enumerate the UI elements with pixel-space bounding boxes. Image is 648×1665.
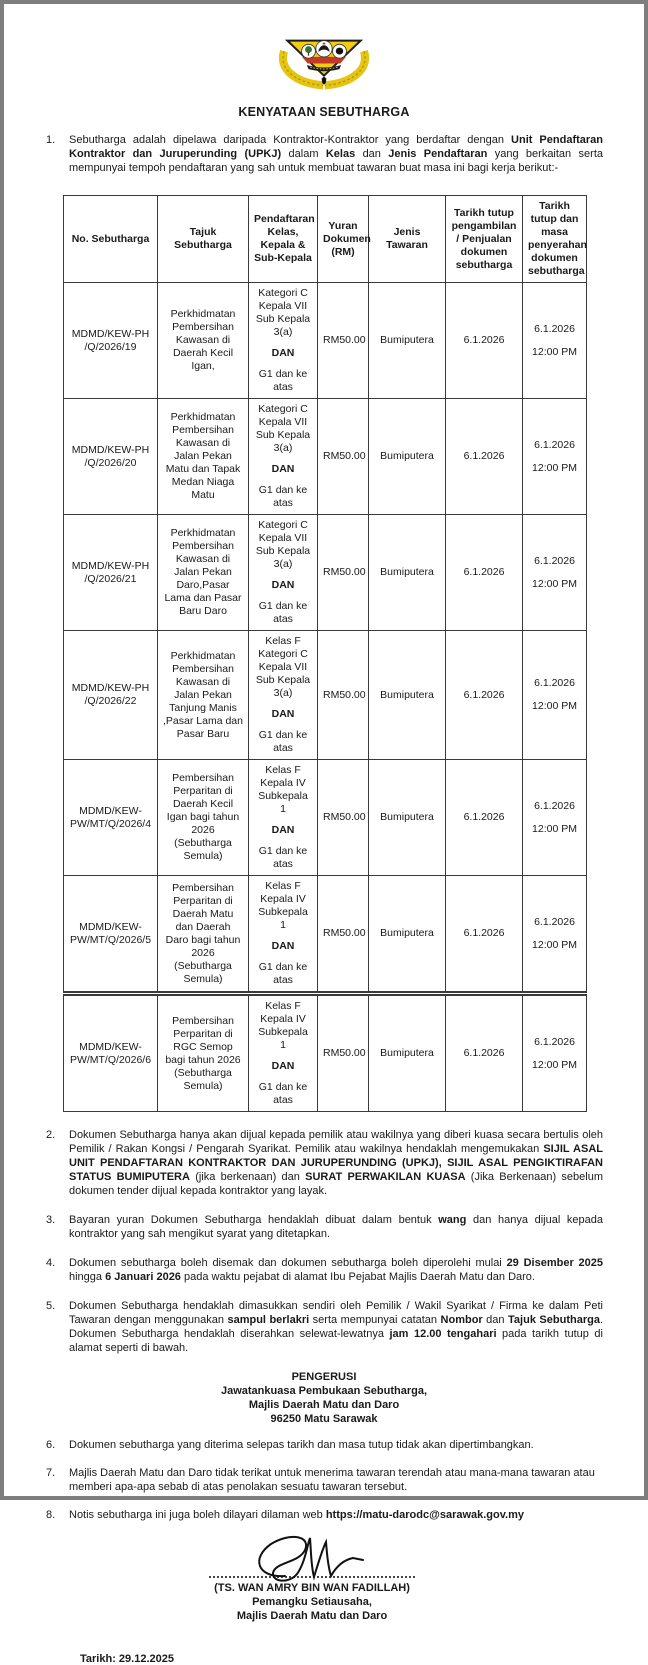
cell-no-sebutharga: MDMD/KEW-PW/MT/Q/2026/6 xyxy=(64,994,158,1112)
paragraph-number: 2. xyxy=(46,1129,56,1141)
signature-block xyxy=(197,1530,427,1623)
cell-yuran-dokumen: RM50.00 xyxy=(318,399,369,515)
table-row xyxy=(64,399,587,515)
kelas-dan: DAN xyxy=(271,579,295,591)
penyerahan-tarikh: 6.1.2026 xyxy=(534,322,575,335)
col-header-tarikh-penyerahan: Tarikh tutup dan masa penyerahan dokumen sebutharga xyxy=(523,196,587,283)
handwritten-signature xyxy=(237,1530,387,1588)
cell-tarikh-pengambilan: 6.1.2026 xyxy=(446,994,523,1112)
intro-paragraph xyxy=(46,133,603,175)
table-header-row xyxy=(64,196,587,283)
penyerahan-tarikh: 6.1.2026 xyxy=(534,1035,575,1048)
paragraph-text: Dokumen sebutharga yang diterima selepas tarikh dan masa tutup tidak akan dipertimbangkan. xyxy=(69,1439,534,1451)
kelas-gred: G1 dan ke atas xyxy=(258,1081,308,1106)
paragraph-number: 8. xyxy=(46,1509,56,1521)
address-line: 96250 Matu Sarawak xyxy=(270,1413,378,1425)
cell-tarikh-penyerahan xyxy=(523,760,587,876)
penyerahan-masa: 12:00 PM xyxy=(532,1058,577,1071)
signatory-name: (TS. WAN AMRY BIN WAN FADILLAH) xyxy=(214,1582,410,1594)
cell-no-sebutharga: MDMD/KEW-PH /Q/2026/21 xyxy=(64,515,158,631)
numbered-paragraph xyxy=(46,1508,603,1522)
numbered-paragraph xyxy=(46,1128,603,1198)
cell-no-sebutharga: MDMD/KEW-PH /Q/2026/22 xyxy=(64,631,158,760)
col-header-tajuk: Tajuk Sebutharga xyxy=(158,196,249,283)
cell-pendaftaran-kelas xyxy=(249,760,318,876)
cell-tarikh-penyerahan xyxy=(523,515,587,631)
address-line: Majlis Daerah Matu dan Daro xyxy=(248,1399,400,1411)
cell-yuran-dokumen: RM50.00 xyxy=(318,515,369,631)
cell-pendaftaran-kelas xyxy=(249,399,318,515)
penyerahan-masa: 12:00 PM xyxy=(532,822,577,835)
chairman-address-block xyxy=(4,1370,644,1426)
document-date: Tarikh: 29.12.2025 xyxy=(80,1653,174,1665)
kelas-top: Kelas F Kepala IV Subkepala 1 xyxy=(258,880,308,931)
table-row xyxy=(64,760,587,876)
paragraph-text: Notis sebutharga ini juga boleh dilayari dilaman web https://matu-darodc@sarawak.gov.my xyxy=(69,1509,525,1521)
kelas-gred: G1 dan ke atas xyxy=(258,961,308,986)
col-header-no-sebutharga: No. Sebutharga xyxy=(64,196,158,283)
cell-jenis-tawaran: Bumiputera xyxy=(369,760,446,876)
numbered-paragraph xyxy=(46,1213,603,1241)
signatory-organisation: Majlis Daerah Matu dan Daro xyxy=(236,1610,388,1622)
council-crest-logo xyxy=(271,30,377,92)
cell-jenis-tawaran: Bumiputera xyxy=(369,994,446,1112)
logo-container xyxy=(4,30,644,97)
paragraph-text: Bayaran yuran Dokumen Sebutharga hendaklah dibuat dalam bentuk wang dan hanya dijual kepada kontraktor yang sah mengikut syarat yang ditetapkan. xyxy=(69,1214,603,1240)
kelas-dan: DAN xyxy=(271,824,295,836)
kelas-top: Kelas F Kategori C Kepala VII Sub Kepala 3(a) xyxy=(255,635,311,699)
cell-jenis-tawaran: Bumiputera xyxy=(369,283,446,399)
paragraph-number: 6. xyxy=(46,1439,56,1451)
cell-tarikh-pengambilan: 6.1.2026 xyxy=(446,515,523,631)
penyerahan-masa: 12:00 PM xyxy=(532,938,577,951)
cell-tajuk-sebutharga: Perkhidmatan Pembersihan Kawasan di Jalan Pekan Tanjung Manis ,Pasar Lama dan Pasar Baru xyxy=(158,631,249,760)
paragraph-number: 7. xyxy=(46,1467,56,1479)
cell-tajuk-sebutharga: Perkhidmatan Pembersihan Kawasan di Jalan Pekan Matu dan Tapak Medan Niaga Matu xyxy=(158,399,249,515)
cell-pendaftaran-kelas xyxy=(249,994,318,1112)
cell-no-sebutharga: MDMD/KEW-PH /Q/2026/19 xyxy=(64,283,158,399)
cell-yuran-dokumen: RM50.00 xyxy=(318,994,369,1112)
paragraph-number: 5. xyxy=(46,1300,56,1312)
notice-paragraphs-2-5 xyxy=(4,1128,644,1355)
kelas-top: Kategori C Kepala VII Sub Kepala 3(a) xyxy=(255,287,311,338)
cell-jenis-tawaran: Bumiputera xyxy=(369,631,446,760)
cell-jenis-tawaran: Bumiputera xyxy=(369,876,446,994)
penyerahan-tarikh: 6.1.2026 xyxy=(534,915,575,928)
penyerahan-tarikh: 6.1.2026 xyxy=(534,438,575,451)
kelas-dan: DAN xyxy=(271,940,295,952)
numbered-paragraph xyxy=(46,1256,603,1284)
penyerahan-masa: 12:00 PM xyxy=(532,461,577,474)
penyerahan-tarikh: 6.1.2026 xyxy=(534,799,575,812)
cell-pendaftaran-kelas xyxy=(249,515,318,631)
cell-yuran-dokumen: RM50.00 xyxy=(318,876,369,994)
table-row xyxy=(64,876,587,994)
paragraph-text: Majlis Daerah Matu dan Daro tidak terikat untuk menerima tawaran terendah atau mana-mana tawaran atau memberi apa-apa sebab di atas penolakan sesuatu tawaran tersebut. xyxy=(69,1467,595,1493)
cell-tarikh-pengambilan: 6.1.2026 xyxy=(446,631,523,760)
kelas-gred: G1 dan ke atas xyxy=(258,368,308,393)
kelas-gred: G1 dan ke atas xyxy=(258,600,308,625)
kelas-top: Kelas F Kepala IV Subkepala 1 xyxy=(258,764,308,815)
address-line: PENGERUSI xyxy=(291,1371,357,1383)
cell-yuran-dokumen: RM50.00 xyxy=(318,631,369,760)
tender-table xyxy=(63,195,587,1112)
paragraph-text: Dokumen sebutharga boleh disemak dan dokumen sebutharga boleh diperolehi mulai 29 Disember 2025 hingga 6 Januari 2026 pada waktu pejabat di alamat Ibu Pejabat Majlis Daerah Matu dan Daro. xyxy=(69,1257,604,1283)
cell-no-sebutharga: MDMD/KEW-PW/MT/Q/2026/5 xyxy=(64,876,158,994)
kelas-gred: G1 dan ke atas xyxy=(258,845,308,870)
penyerahan-masa: 12:00 PM xyxy=(532,345,577,358)
cell-tarikh-pengambilan: 6.1.2026 xyxy=(446,283,523,399)
kelas-dan: DAN xyxy=(271,708,295,720)
col-header-pendaftaran: Pendaftaran Kelas, Kepala & Sub-Kepala xyxy=(249,196,318,283)
table-row xyxy=(64,283,587,399)
kelas-gred: G1 dan ke atas xyxy=(258,484,308,509)
numbered-paragraph xyxy=(46,1299,603,1355)
kelas-top: Kategori C Kepala VII Sub Kepala 3(a) xyxy=(255,403,311,454)
cell-tarikh-penyerahan xyxy=(523,399,587,515)
cell-yuran-dokumen: RM50.00 xyxy=(318,283,369,399)
cell-no-sebutharga: MDMD/KEW-PH /Q/2026/20 xyxy=(64,399,158,515)
cell-pendaftaran-kelas xyxy=(249,876,318,994)
cell-pendaftaran-kelas xyxy=(249,631,318,760)
cell-tajuk-sebutharga: Pembersihan Perparitan di Daerah Kecil Igan bagi tahun 2026 (Sebutharga Semula) xyxy=(158,760,249,876)
cell-pendaftaran-kelas xyxy=(249,283,318,399)
cell-no-sebutharga: MDMD/KEW-PW/MT/Q/2026/4 xyxy=(64,760,158,876)
table-row xyxy=(64,994,587,1112)
penyerahan-masa: 12:00 PM xyxy=(532,577,577,590)
paragraph-text: Sebutharga adalah dipelawa daripada Kontraktor-Kontraktor yang berdaftar dengan Unit Pendaftaran Kontraktor dan Juruperunding (UPKJ) dalam Kelas dan Jenis Pendaftaran yang berkaitan serta mempunyai tempoh pendaftaran yang sah untuk membuat tawaran buat masa ini bagi kerja berikut:- xyxy=(69,134,604,174)
table-row xyxy=(64,631,587,760)
numbered-paragraph xyxy=(46,1466,603,1494)
cell-tajuk-sebutharga: Perkhidmatan Pembersihan Kawasan di Daerah Kecil Igan, xyxy=(158,283,249,399)
penyerahan-tarikh: 6.1.2026 xyxy=(534,554,575,567)
cell-tarikh-penyerahan xyxy=(523,631,587,760)
paragraph-number: 3. xyxy=(46,1214,56,1226)
signatory-title: Pemangku Setiausaha, xyxy=(252,1596,372,1608)
cell-yuran-dokumen: RM50.00 xyxy=(318,760,369,876)
paragraph-number: 1. xyxy=(46,134,56,146)
paragraph-text: Dokumen Sebutharga hanya akan dijual kepada pemilik atau wakilnya yang diberi kuasa secara bertulis oleh Pemilik / Rakan Kongsi / Pengarah Syarikat. Pemilik atau wakilnya hendaklah mengemukakan SIJIL ASAL UNIT PENDAFTARAN KONTRAKTOR DAN JURUPERUNDING (UPKJ), SIJIL ASAL PENGIKTIRAFAN STATUS BUMIPUTERA (jika berkenaan) dan SURAT PERWAKILAN KUASA (Jika Berkenaan) sebelum dokumen tender dijual kepada kontraktor yang layak. xyxy=(69,1129,603,1197)
cell-tarikh-penyerahan xyxy=(523,283,587,399)
numbered-paragraph xyxy=(46,1438,603,1452)
penyerahan-masa: 12:00 PM xyxy=(532,700,577,712)
signature-dotted-line xyxy=(209,1576,415,1578)
cell-tarikh-pengambilan: 6.1.2026 xyxy=(446,876,523,994)
cell-jenis-tawaran: Bumiputera xyxy=(369,399,446,515)
kelas-gred: G1 dan ke atas xyxy=(258,729,308,754)
col-header-yuran: Yuran Dokumen (RM) xyxy=(318,196,369,283)
address-line: Jawatankuasa Pembukaan Sebutharga, xyxy=(220,1385,428,1397)
cell-jenis-tawaran: Bumiputera xyxy=(369,515,446,631)
cell-tarikh-penyerahan xyxy=(523,876,587,994)
kelas-dan: DAN xyxy=(271,463,295,475)
kelas-dan: DAN xyxy=(271,1060,295,1072)
cell-tarikh-pengambilan: 6.1.2026 xyxy=(446,760,523,876)
table-row xyxy=(64,515,587,631)
cell-tajuk-sebutharga: Pembersihan Perparitan di RGC Semop bagi tahun 2026 (Sebutharga Semula) xyxy=(158,994,249,1112)
page-title: KENYATAAN SEBUTHARGA xyxy=(238,105,410,119)
paragraph-number: 4. xyxy=(46,1257,56,1269)
cell-tajuk-sebutharga: Perkhidmatan Pembersihan Kawasan di Jalan Pekan Daro,Pasar Lama dan Pasar Baru Daro xyxy=(158,515,249,631)
cell-tajuk-sebutharga: Pembersihan Perparitan di Daerah Matu dan Daerah Daro bagi tahun 2026 (Sebutharga Semula) xyxy=(158,876,249,994)
kelas-dan: DAN xyxy=(271,347,295,359)
cell-tarikh-penyerahan xyxy=(523,994,587,1112)
col-header-tarikh-pengambilan: Tarikh tutup pengambilan / Penjualan dokumen sebutharga xyxy=(446,196,523,283)
cell-tarikh-pengambilan: 6.1.2026 xyxy=(446,399,523,515)
paragraph-text: Dokumen Sebutharga hendaklah dimasukkan sendiri oleh Pemilik / Wakil Syarikat / Firma ke dalam Peti Tawaran dengan menggunakan sampul berlakri serta mempunyai catatan Nombor dan Tajuk Sebutharga. Dokumen Sebutharga hendaklah diserahkan selewat-lewatnya jam 12.00 tengahari pada tarikh tutup di alamat seperti di bawah. xyxy=(69,1300,603,1354)
kelas-top: Kategori C Kepala VII Sub Kepala 3(a) xyxy=(255,519,311,570)
kelas-top: Kelas F Kepala IV Subkepala 1 xyxy=(258,1000,308,1051)
notice-paragraphs-6-8 xyxy=(4,1438,644,1522)
penyerahan-tarikh: 6.1.2026 xyxy=(534,677,575,689)
col-header-jenis: Jenis Tawaran xyxy=(369,196,446,283)
